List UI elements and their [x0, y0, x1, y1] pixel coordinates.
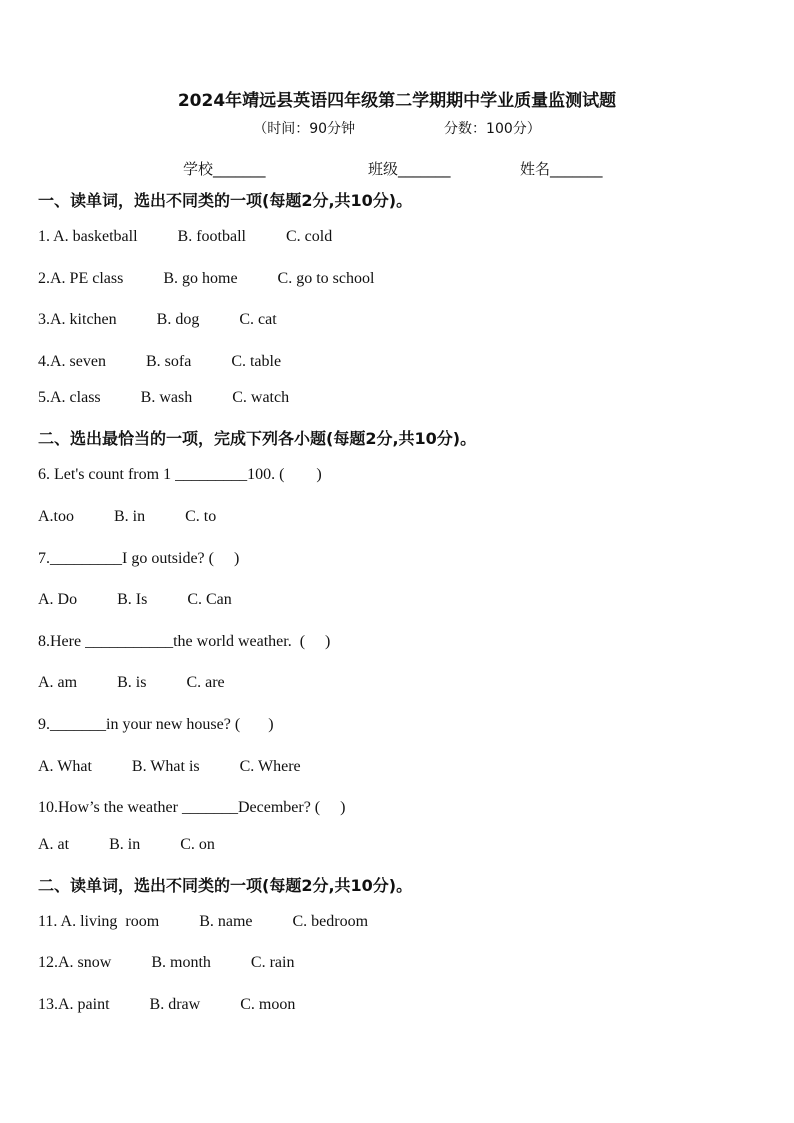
question-line: 6. Let's count from 1 _________100. ( ): [38, 466, 322, 484]
question-line: 3.A. kitchen B. dog C. cat: [38, 311, 277, 329]
section-heading: 一、读单词，选出不同类的一项(每题2分,共10分)。: [38, 191, 413, 210]
question-line: 1. A. basketball B. football C. cold: [38, 228, 333, 245]
question-line: 2.A. PE class B. go home C. go to school: [38, 269, 375, 287]
question-line: 8.Here ___________the world weather. ( ): [38, 632, 331, 650]
option-line: A. Do B. Is C. Can: [38, 591, 232, 609]
exam-title: 2024年靖远县英语四年级第二学期期中学业质量监测试题: [177, 91, 617, 111]
option-line: A.too B. in C. to: [38, 507, 217, 525]
question-line: 7._________I go outside? ( ): [38, 549, 240, 567]
question-line: 5.A. class B. wash C. watch: [38, 389, 290, 407]
school-field: 学校_______: [183, 160, 266, 178]
section-heading: 二、选出最恰当的一项，完成下列各小题(每题2分,共10分)。: [38, 429, 477, 449]
question-line: 12.A. snow B. month C. rain: [38, 954, 295, 972]
question-line: 13.A. paint B. draw C. moon: [38, 995, 296, 1013]
option-line: A. at B. in C. on: [38, 835, 215, 853]
question-line: 11. A. living room B. name C. bedroom: [38, 912, 369, 930]
question-line: 10.How’s the weather _______December? ( ): [38, 799, 346, 817]
option-line: A. am B. is C. are: [38, 674, 225, 692]
class-field: 班级_______: [368, 160, 451, 178]
question-line: 9._______in your new house? ( ): [38, 715, 274, 733]
name-field: 姓名_______: [520, 160, 603, 178]
option-line: A. What B. What is C. Where: [38, 757, 301, 775]
section-heading: 二、读单词，选出不同类的一项(每题2分,共10分)。: [38, 875, 413, 895]
exam-content: [38, 185, 774, 1026]
exam-subtitle: （时间：90分钟 分数：100分）: [253, 121, 541, 137]
question-line: 4.A. seven B. sofa C. table: [38, 352, 282, 370]
